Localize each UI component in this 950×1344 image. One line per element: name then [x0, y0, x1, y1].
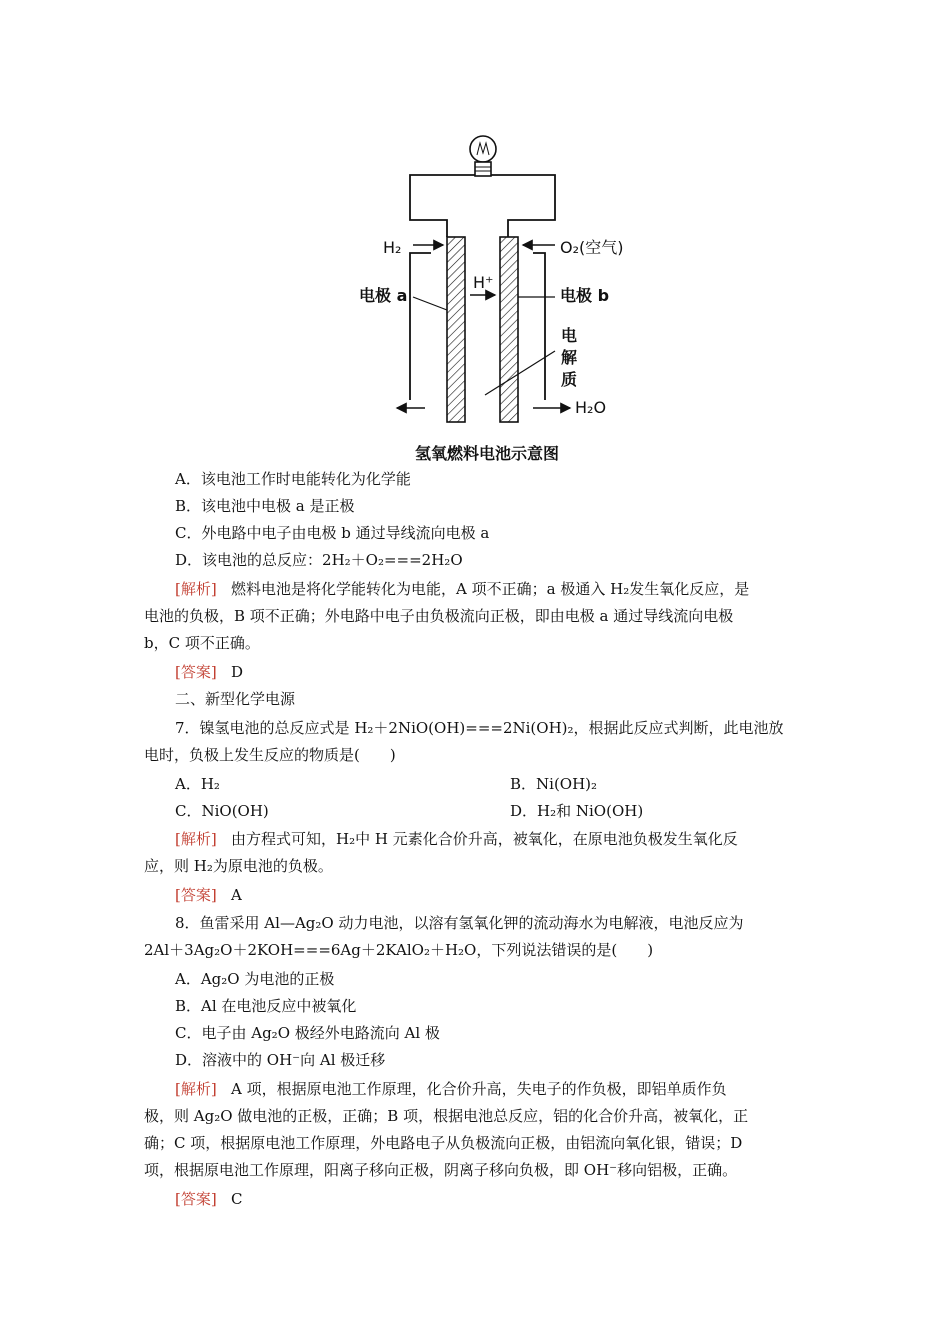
- o2-inlet-label: O₂(空气): [560, 238, 624, 257]
- q8-analysis-line-3: 确；C 项，根据原电池工作原理，外电路电子从负极流向正极，由铝流向氧化银，错误；D: [144, 1134, 743, 1152]
- h2-inlet-label: H₂: [383, 238, 402, 257]
- q7-analysis-line-1: [解析] 由方程式可知，H₂中 H 元素化合价升高，被氧化，在原电池负极发生氧化反: [175, 830, 738, 848]
- answer-tag: [答案]: [175, 663, 217, 681]
- q8-option-a: A．Ag₂O 为电池的正极: [175, 970, 335, 988]
- q7-option-a: A．H₂: [175, 775, 220, 793]
- q7-option-d: D．H₂和 NiO(OH): [510, 802, 644, 820]
- q8-option-c: C．电子由 Ag₂O 极经外电路流向 Al 极: [175, 1024, 440, 1042]
- q6-option-d: D．该电池的总反应：2H₂＋O₂===2H₂O: [175, 551, 463, 569]
- q7-option-b: B．Ni(OH)₂: [510, 775, 598, 793]
- q8-stem-line-2: 2Al＋3Ag₂O＋2KOH===6Ag＋2KAlO₂＋H₂O，下列说法错误的是( ): [144, 941, 654, 959]
- analysis-tag: [解析]: [175, 580, 217, 598]
- q7-stem-line-2: 电时，负极上发生反应的物质是( ): [144, 746, 396, 764]
- q6-analysis-line-3: b，C 项不正确。: [144, 634, 260, 652]
- analysis-tag: [解析]: [175, 830, 217, 848]
- h-plus-label: H⁺: [473, 273, 494, 292]
- h2o-outlet-label: H₂O: [575, 398, 607, 417]
- q6-analysis-line-1: [解析] 燃料电池是将化学能转化为电能，A 项不正确；a 极通入 H₂发生氧化反应，是: [175, 580, 750, 598]
- q6-answer: [答案] D: [175, 663, 244, 681]
- diagram-caption: 氢氧燃料电池示意图: [415, 444, 560, 463]
- section-heading: 二、新型化学电源: [175, 690, 296, 708]
- q8-option-b: B．Al 在电池反应中被氧化: [175, 997, 357, 1015]
- q6-analysis-line-2: 电池的负极，B 项不正确；外电路中电子由负极流向正极，即由电极 a 通过导线流向电极: [144, 607, 734, 625]
- q6-option-a: A．该电池工作时电能转化为化学能: [175, 470, 411, 488]
- answer-tag: [答案]: [175, 1190, 217, 1208]
- electrode-a: [447, 237, 465, 422]
- electrolyte-label: 电 解 质: [560, 326, 577, 389]
- q8-analysis-line-4: 项，根据原电池工作原理，阳离子移向正极，阴离子移向负极，即 OH⁻移向铝极，正确。: [144, 1161, 738, 1179]
- q6-option-b: B．该电池中电极 a 是正极: [175, 497, 355, 515]
- electrode-b-label: 电极 b: [560, 286, 610, 305]
- q8-analysis-line-2: 极，则 Ag₂O 做电池的正极，正确；B 项，根据电池总反应，铝的化合价升高，被氧化，正: [144, 1107, 749, 1125]
- electrode-a-label: 电极 a: [359, 286, 408, 305]
- electrode-b: [500, 237, 518, 422]
- fuel-cell-diagram: [355, 125, 635, 465]
- q7-answer: [答案] A: [175, 886, 242, 904]
- q7-analysis-line-2: 应，则 H₂为原电池的负极。: [144, 857, 333, 875]
- q8-analysis-line-1: [解析] A 项，根据原电池工作原理，化合价升高，失电子的作负极，即铝单质作负: [175, 1080, 727, 1098]
- q7-option-c: C．NiO(OH): [175, 802, 269, 820]
- bulb-icon: [470, 136, 496, 176]
- q8-stem-line-1: 8．鱼雷采用 Al—Ag₂O 动力电池，以溶有氢氧化钾的流动海水为电解液，电池反应为: [175, 914, 744, 932]
- q8-option-d: D．溶液中的 OH⁻向 Al 极迁移: [175, 1051, 386, 1069]
- q8-answer: [答案] C: [175, 1190, 243, 1208]
- q7-stem-line-1: 7．镍氢电池的总反应式是 H₂＋2NiO(OH)===2Ni(OH)₂，根据此反应式判断，此电池放: [175, 719, 784, 737]
- analysis-tag: [解析]: [175, 1080, 217, 1098]
- answer-tag: [答案]: [175, 886, 217, 904]
- q6-option-c: C．外电路中电子由电极 b 通过导线流向电极 a: [175, 524, 490, 542]
